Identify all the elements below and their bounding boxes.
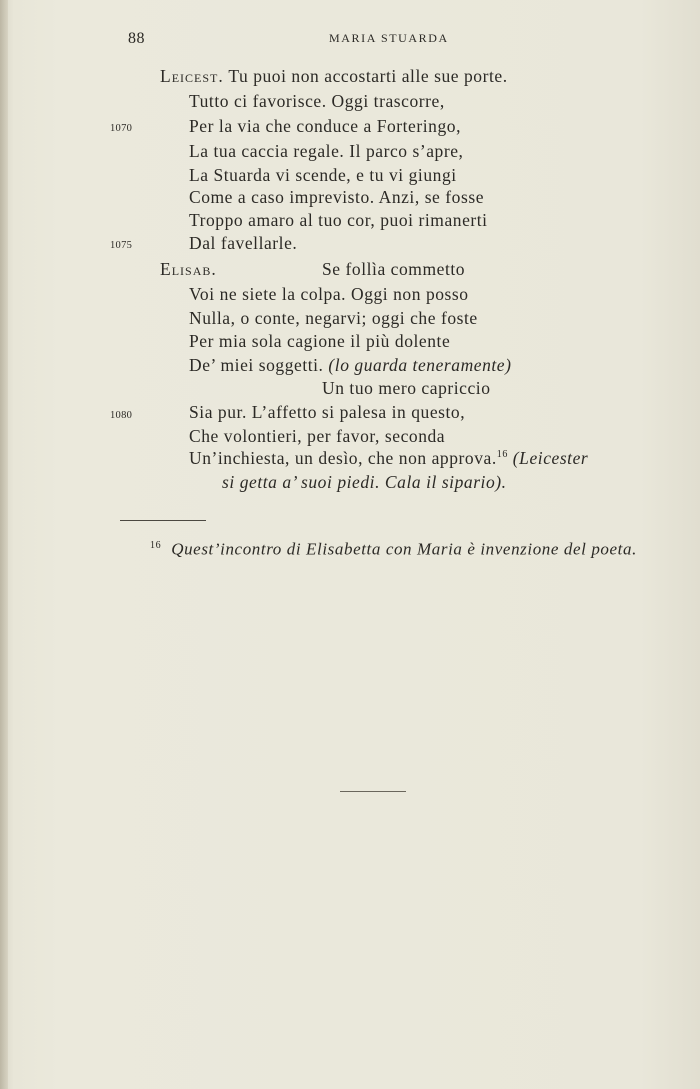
verse-line: Troppo amaro al tuo cor, puoi rimanerti bbox=[189, 210, 488, 230]
verse-line: Che volontieri, per favor, seconda bbox=[189, 426, 446, 446]
verse-line bbox=[160, 66, 508, 87]
footnote bbox=[120, 530, 680, 566]
verse-line: La Stuarda vi scende, e tu vi giungi bbox=[189, 165, 457, 185]
line-number: 1070 bbox=[110, 123, 133, 134]
verse-line: Dal favellarle. bbox=[189, 233, 298, 253]
verse-line: Come a caso imprevisto. Anzi, se fosse bbox=[189, 187, 485, 207]
verse-line: Voi ne siete la colpa. Oggi non posso bbox=[189, 284, 469, 304]
verse-line: Un tuo mero capriccio bbox=[322, 378, 491, 398]
footnote-reference: 16 bbox=[496, 449, 508, 461]
footnote-divider bbox=[120, 520, 206, 521]
verse-line: La tua caccia regale. Il parco s’apre, bbox=[189, 141, 464, 161]
verse-line bbox=[160, 259, 217, 280]
verse-line: Per mia sola cagione il più dolente bbox=[189, 331, 451, 351]
speaker-name: Leicest. bbox=[160, 66, 224, 86]
verse-line: Sia pur. L’affetto si palesa in questo, bbox=[189, 402, 466, 422]
verse-line: Tutto ci favorisce. Oggi trascorre, bbox=[189, 91, 445, 111]
stage-direction: si getta a’ suoi piedi. Cala il sipario). bbox=[222, 472, 507, 492]
page-number: 88 bbox=[128, 30, 145, 47]
footnote-text: Quest’incontro di Elisabetta con Maria è invenzione del poeta. bbox=[171, 539, 637, 559]
verse-line: Nulla, o conte, negarvi; oggi che foste bbox=[189, 308, 478, 328]
page-gutter bbox=[0, 0, 8, 1089]
stage-direction: (Leicester bbox=[507, 448, 589, 468]
stage-direction: (lo guarda teneramente) bbox=[328, 355, 512, 375]
line-number: 1080 bbox=[110, 410, 133, 421]
section-rule bbox=[340, 791, 406, 792]
verse-line: Per la via che conduce a Forteringo, bbox=[189, 116, 461, 136]
verse-line bbox=[189, 448, 588, 469]
verse-text: Tu puoi non accostarti alle sue porte. bbox=[223, 66, 508, 86]
verse-line: Se follìa commetto bbox=[322, 259, 466, 279]
footnote-number: 16 bbox=[150, 540, 162, 551]
verse-text: De’ miei soggetti. bbox=[189, 355, 329, 375]
line-number: 1075 bbox=[110, 240, 133, 251]
verse-text: Un’inchiesta, un desìo, che non approva. bbox=[189, 448, 497, 468]
speaker-name: Elisab. bbox=[160, 259, 217, 279]
verse-line bbox=[189, 355, 511, 376]
verse-line bbox=[222, 472, 507, 493]
running-title: MARIA STUARDA bbox=[329, 31, 449, 45]
